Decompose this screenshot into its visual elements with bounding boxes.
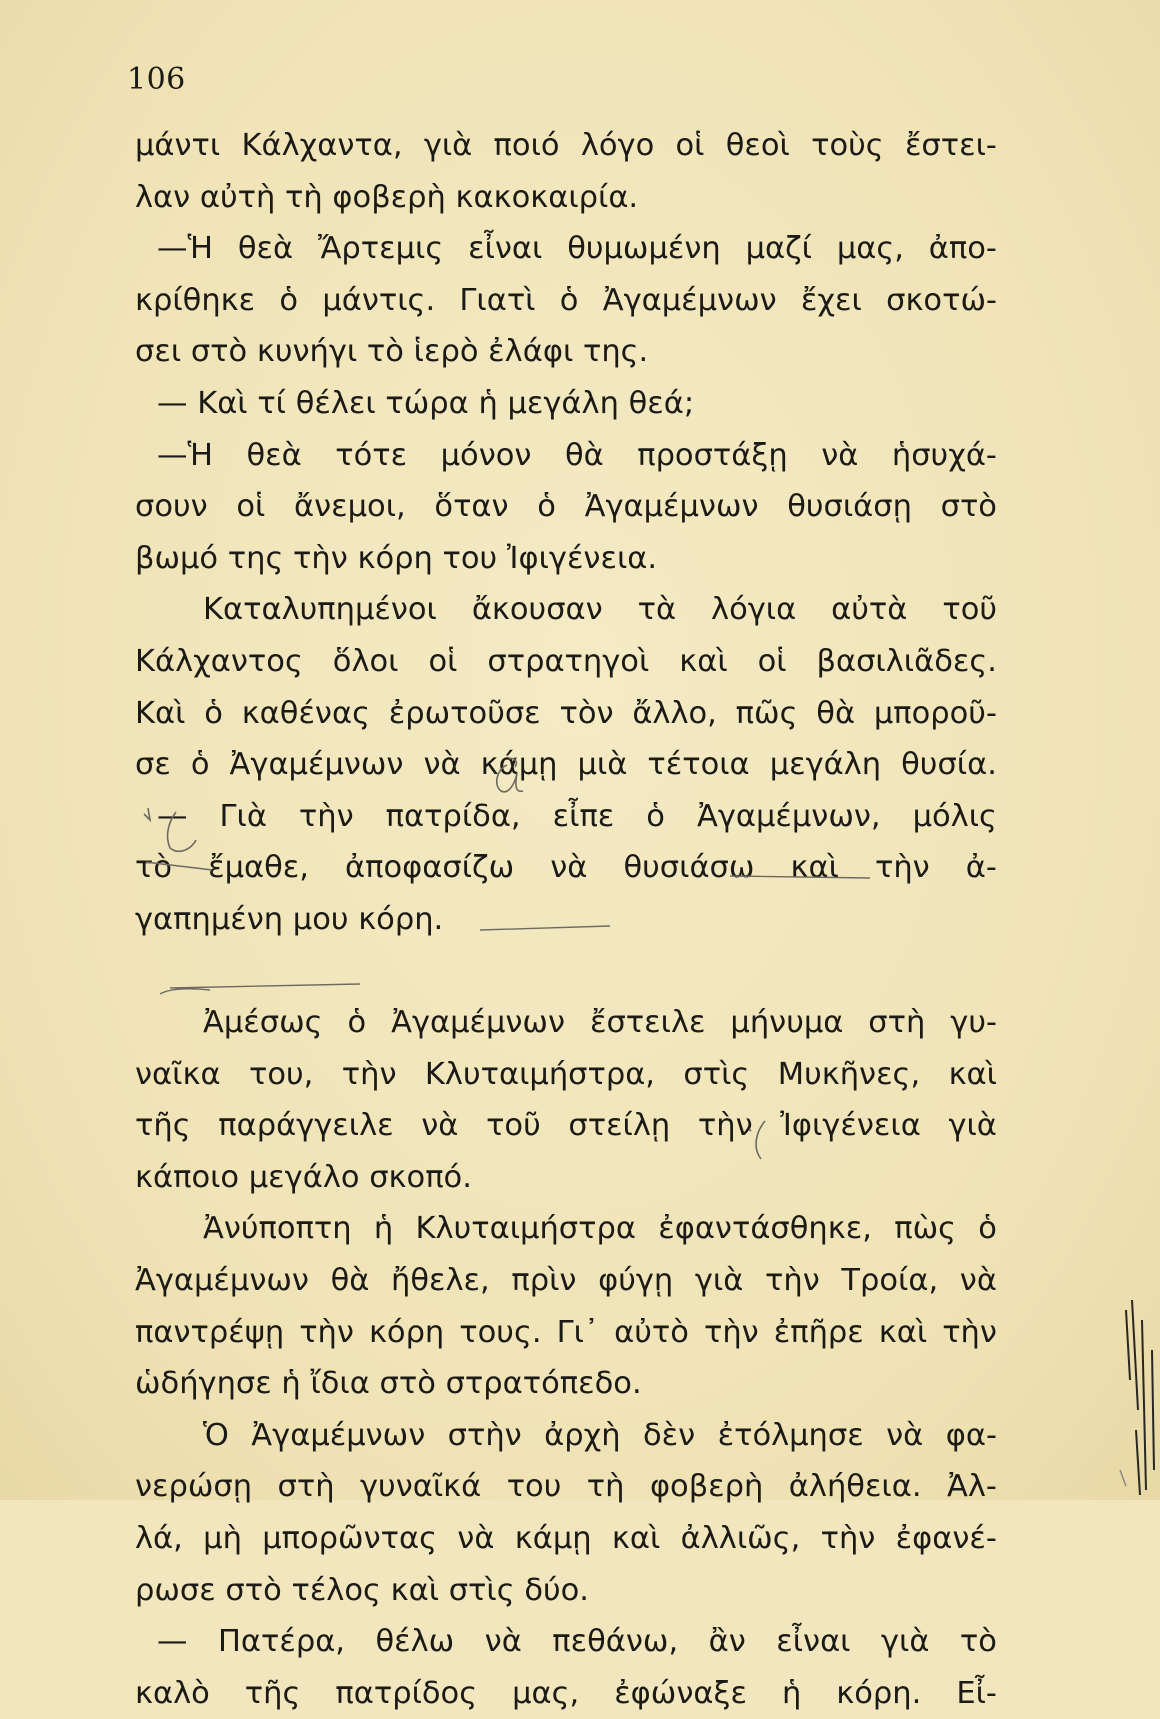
text-line	[135, 1152, 997, 1204]
line-text: Ὁ Ἀγαμέμνων στὴν ἀρχὴ δὲν ἐτόλμησε νὰ φα-	[203, 1417, 997, 1453]
page-number: 106	[127, 62, 186, 97]
text-line	[135, 791, 997, 843]
pencil-underline-marks	[130, 860, 1010, 1040]
text-line	[135, 1668, 997, 1719]
text-line	[135, 326, 997, 378]
pencil-annotation-mark	[485, 755, 555, 805]
line-text: τῆς παράγγειλε νὰ τοῦ στείλῃ τὴν Ἰφιγένεια γιὰ	[135, 1108, 997, 1144]
line-text: Καταλυπημένοι ἄκουσαν τὰ λόγια αὐτὰ τοῦ	[203, 592, 997, 628]
text-line	[135, 430, 997, 482]
line-text: μάντι Κάλχαντα, γιὰ ποιό λόγο οἱ θεοὶ τοὺς ἔστει-	[135, 128, 997, 163]
line-text: γαπημένη μου κόρη.	[135, 901, 444, 937]
line-text: Ἀμέσως ὁ Ἀγαμέμνων ἔστειλε μήνυμα στὴ γυ-	[203, 1005, 997, 1041]
text-line	[135, 1513, 997, 1565]
text-line	[135, 1049, 997, 1101]
text-line	[135, 636, 997, 688]
text-line	[135, 1616, 997, 1668]
line-text: ναῖκα του, τὴν Κλυταιμήστρα, στὶς Μυκῆνες, καὶ	[135, 1056, 997, 1092]
line-text: —Ἡ θεὰ τότε μόνον θὰ προστάξῃ νὰ ἡσυχά-	[157, 437, 997, 473]
text-line	[135, 172, 997, 224]
text-line	[135, 120, 997, 172]
line-text: σει στὸ κυνήγι τὸ ἱερὸ ἐλάφι της.	[135, 334, 649, 370]
line-text: —Ἡ θεὰ Ἄρτεμις εἶναι θυμωμένη μαζί μας, ἀπο-	[157, 231, 997, 267]
text-line	[135, 688, 997, 740]
line-text: Κάλχαντος ὅλοι οἱ στρατηγοὶ καὶ οἱ βασιλιᾶδες.	[135, 643, 997, 679]
line-text: Ἀγαμέμνων θὰ ἤθελε, πρὶν φύγῃ γιὰ τὴν Τροία, νὰ	[135, 1263, 997, 1299]
line-text: κρίθηκε ὁ μάντις. Γιατὶ ὁ Ἀγαμέμνων ἔχει σκοτώ-	[135, 282, 997, 318]
text-line	[135, 275, 997, 327]
line-text: τὸ ἔμαθε, ἀποφασίζω νὰ θυσιάσω καὶ τὴν ἀ-	[135, 850, 997, 886]
line-text: κάποιο μεγάλο σκοπό.	[135, 1159, 472, 1195]
text-line	[135, 739, 997, 791]
pencil-bracket-mark-2	[745, 1115, 785, 1165]
line-text: — Γιὰ τὴν πατρίδα, εἶπε ὁ Ἀγαμέμνων, μόλις	[157, 798, 997, 834]
line-text: καλὸ τῆς πατρίδος μας, ἐφώναξε ἡ κόρη. Εἶ-	[135, 1675, 997, 1711]
line-text: σε ὁ Ἀγαμέμνων νὰ κάμῃ μιὰ τέτοια μεγάλη θυσία.	[135, 747, 997, 783]
text-line	[135, 223, 997, 275]
text-line	[135, 378, 997, 430]
text-line	[135, 1410, 997, 1462]
text-line	[135, 1461, 997, 1513]
text-line	[135, 1565, 997, 1617]
text-line	[135, 1203, 997, 1255]
text-line	[135, 1255, 997, 1307]
page-edge-marks	[1112, 1290, 1160, 1500]
line-text: ρωσε στὸ τέλος καὶ στὶς δύο.	[135, 1572, 589, 1608]
text-line	[135, 533, 997, 585]
text-line	[135, 1100, 997, 1152]
line-text: σουν οἱ ἄνεμοι, ὅταν ὁ Ἀγαμέμνων θυσιάσῃ στὸ	[135, 489, 997, 525]
line-text: — Πατέρα, θέλω νὰ πεθάνω, ἂν εἶναι γιὰ τὸ	[157, 1624, 997, 1660]
text-line	[135, 1307, 997, 1359]
line-text: λά, μὴ μπορῶντας νὰ κάμῃ καὶ ἀλλιῶς, τὴν ἐφανέ-	[135, 1521, 997, 1557]
line-text: λαν αὐτὴ τὴ φοβερὴ κακοκαιρία.	[135, 179, 639, 215]
line-text: — Καὶ τί θέλει τώρα ἡ μεγάλη θεά;	[157, 385, 695, 421]
text-line	[135, 481, 997, 533]
line-text: παντρέψῃ τὴν κόρη τους. Γι᾿ αὐτὸ τὴν ἐπῆρε καὶ τὴν	[135, 1314, 997, 1350]
text-line	[135, 584, 997, 636]
line-text: βωμό της τὴν κόρη του Ἰφιγένεια.	[135, 540, 658, 576]
line-text: Ἀνύποπτη ἡ Κλυταιμήστρα ἐφαντάσθηκε, πὼς ὁ	[203, 1211, 997, 1247]
line-text: ὡδήγησε ἡ ἴδια στὸ στρατόπεδο.	[135, 1366, 642, 1402]
line-text: νερώσῃ στὴ γυναῖκά του τὴ φοβερὴ ἀλήθεια. Ἀλ-	[135, 1469, 997, 1505]
line-text: Καὶ ὁ καθένας ἐρωτοῦσε τὸν ἄλλο, πῶς θὰ μποροῦ-	[135, 695, 997, 731]
text-line	[135, 1358, 997, 1410]
